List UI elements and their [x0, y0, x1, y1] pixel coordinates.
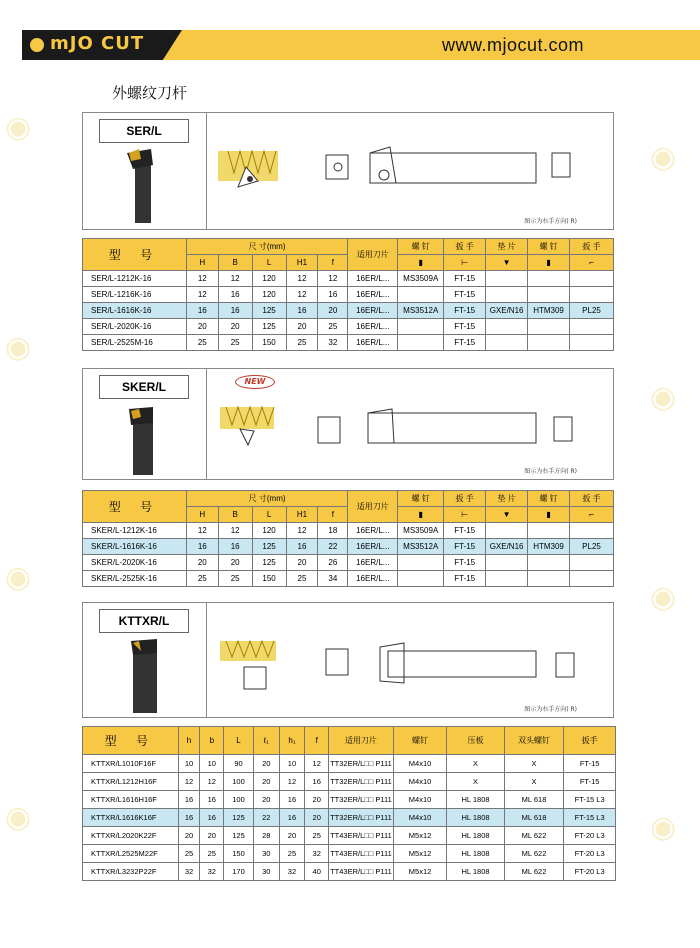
table-cell: 12: [279, 773, 305, 791]
table-cell: 16: [218, 539, 252, 555]
table-cell: 170: [224, 863, 254, 881]
table-cell: 16: [318, 287, 348, 303]
tool-photo-area: [83, 369, 207, 479]
table-cell: 20: [253, 773, 279, 791]
table-cell: FT-15: [564, 755, 616, 773]
tool-photo: [83, 369, 207, 481]
table-cell: 25: [186, 571, 218, 587]
table-cell: FT-15: [444, 319, 486, 335]
table-cell: 150: [224, 845, 254, 863]
table-cell: 12: [186, 287, 218, 303]
table-cell: FT-15: [444, 303, 486, 319]
table-cell: [570, 335, 614, 351]
section-kttxr-table: [82, 726, 616, 881]
table-cell: 12: [218, 523, 252, 539]
table-cell: FT-15 L3: [564, 791, 616, 809]
screw-icon: ▮: [398, 255, 444, 271]
size-col-header: f: [318, 255, 348, 271]
table-cell: 120: [252, 523, 286, 539]
section-name: SKER/L: [99, 375, 189, 399]
direction-note: 图示为右手方向( R): [524, 468, 577, 475]
table-cell: 32: [200, 863, 224, 881]
table-cell: FT-15: [444, 539, 486, 555]
table-row: [83, 303, 614, 319]
table-cell: [486, 319, 528, 335]
model-cell: KTTXR/L3232P22F: [83, 863, 179, 881]
table-cell: 12: [286, 287, 318, 303]
table-cell: 20: [200, 827, 224, 845]
table-cell: 10: [279, 755, 305, 773]
size-col-header: L: [224, 727, 254, 755]
table-cell: 30: [253, 863, 279, 881]
part-header: 螺钉: [393, 727, 446, 755]
table-cell: 25: [318, 319, 348, 335]
model-cell: KTTXR/L2525M22F: [83, 845, 179, 863]
page-header: [0, 0, 700, 62]
table-cell: 25: [279, 845, 305, 863]
tool-photo-area: [83, 113, 207, 229]
wrench-icon: ⌐: [570, 507, 614, 523]
table-cell: 25: [200, 845, 224, 863]
model-cell: KTTXR/L1212H16F: [83, 773, 179, 791]
table-row: [83, 809, 616, 827]
table-cell: GXE/N16: [486, 303, 528, 319]
table-cell: [486, 555, 528, 571]
size-col-header: L: [252, 255, 286, 271]
table-cell: 20: [253, 791, 279, 809]
table-row: [83, 271, 614, 287]
new-badge: NEW: [235, 375, 275, 389]
table-cell: 20: [178, 827, 200, 845]
table-cell: 16ER/L...: [348, 539, 398, 555]
watermark-icon: ◉: [650, 140, 677, 175]
model-cell: SER/L-1212K-16: [83, 271, 187, 287]
model-header: 型 号: [83, 727, 179, 755]
table-cell: 25: [305, 827, 329, 845]
table-cell: X: [504, 773, 564, 791]
table-cell: HL 1808: [447, 791, 504, 809]
section-kttxr-panel: [82, 602, 614, 718]
table-cell: 16: [178, 809, 200, 827]
table-row: [83, 335, 614, 351]
table-cell: M5x12: [393, 845, 446, 863]
table-cell: FT-20 L3: [564, 845, 616, 863]
model-cell: KTTXR/L2020K22F: [83, 827, 179, 845]
table-cell: 16: [305, 773, 329, 791]
table-header-row: [83, 239, 614, 255]
table-cell: 32: [318, 335, 348, 351]
table-row: [83, 791, 616, 809]
table-cell: 125: [252, 539, 286, 555]
part-header: 螺 钉: [398, 491, 444, 507]
size-col-header: h₁: [279, 727, 305, 755]
size-col-header: H: [186, 255, 218, 271]
logo-text: mJO CUT: [50, 33, 145, 54]
table-cell: 22: [318, 539, 348, 555]
table-cell: HTM309: [528, 303, 570, 319]
model-cell: SER/L-2525M-16: [83, 335, 187, 351]
table-cell: X: [447, 755, 504, 773]
part-header: 扳 手: [444, 491, 486, 507]
table-cell: M4x10: [393, 791, 446, 809]
size-col-header: h: [178, 727, 200, 755]
table-cell: MS3509A: [398, 523, 444, 539]
table-cell: [570, 571, 614, 587]
table-cell: [486, 523, 528, 539]
table-cell: [486, 287, 528, 303]
table-cell: 16: [200, 809, 224, 827]
table-cell: M5x12: [393, 827, 446, 845]
table-row: [83, 755, 616, 773]
part-header: 螺 钉: [398, 239, 444, 255]
table-cell: 120: [252, 271, 286, 287]
size-col-header: L: [252, 507, 286, 523]
tool-photo-area: [83, 603, 207, 717]
table-cell: M5x12: [393, 863, 446, 881]
size-col-header: ℓ₁: [253, 727, 279, 755]
table-cell: 150: [252, 335, 286, 351]
table-cell: FT-20 L3: [564, 863, 616, 881]
table-cell: 16ER/L...: [348, 523, 398, 539]
part-header: 垫 片: [486, 491, 528, 507]
part-header: 扳 手: [444, 239, 486, 255]
table-cell: 12: [200, 773, 224, 791]
table-cell: 25: [286, 571, 318, 587]
table-cell: [570, 523, 614, 539]
table-row: [83, 773, 616, 791]
table-cell: 12: [186, 523, 218, 539]
table-cell: 28: [253, 827, 279, 845]
table-cell: HTM309: [528, 539, 570, 555]
model-cell: SKER/L-2020K-16: [83, 555, 187, 571]
table-cell: 125: [224, 827, 254, 845]
insert-header: 适用刀片: [329, 727, 394, 755]
table-cell: 25: [286, 335, 318, 351]
table-cell: [570, 319, 614, 335]
part-header: 扳手: [564, 727, 616, 755]
table-cell: 12: [218, 271, 252, 287]
table-cell: TT43ER/L□□ P111: [329, 827, 394, 845]
size-header: 尺 寸(mm): [186, 491, 347, 507]
table-cell: [398, 555, 444, 571]
table-cell: 34: [318, 571, 348, 587]
table-cell: MS3509A: [398, 271, 444, 287]
table-cell: 20: [186, 555, 218, 571]
table-row: [83, 827, 616, 845]
table-cell: 16: [218, 287, 252, 303]
section-ser-table: [82, 238, 614, 351]
table-cell: 12: [286, 523, 318, 539]
model-cell: SKER/L-2525K-16: [83, 571, 187, 587]
table-cell: [398, 571, 444, 587]
table-cell: FT-15: [444, 335, 486, 351]
page-title: 外螺纹刀杆: [112, 84, 188, 102]
table-cell: 16ER/L...: [348, 287, 398, 303]
technical-drawing: [208, 603, 614, 719]
table-cell: [528, 523, 570, 539]
table-cell: 20: [286, 555, 318, 571]
table-cell: 20: [218, 555, 252, 571]
part-header: 螺 钉: [528, 491, 570, 507]
table-cell: 20: [305, 809, 329, 827]
table-cell: 16ER/L...: [348, 303, 398, 319]
table-cell: 16: [186, 303, 218, 319]
model-cell: SKER/L-1212K-16: [83, 523, 187, 539]
table-cell: X: [447, 773, 504, 791]
table-cell: FT-15: [444, 523, 486, 539]
table-cell: GXE/N16: [486, 539, 528, 555]
watermark-icon: ◉: [5, 560, 32, 595]
table-cell: PL25: [570, 303, 614, 319]
table-header-row: [83, 727, 616, 755]
section-name: SER/L: [99, 119, 189, 143]
table-cell: TT32ER/L□□ P111: [329, 755, 394, 773]
table-row: [83, 319, 614, 335]
table-cell: TT32ER/L□□ P111: [329, 791, 394, 809]
table-cell: 32: [279, 863, 305, 881]
shim-icon: ▼: [486, 255, 528, 271]
size-col-header: b: [200, 727, 224, 755]
table-cell: PL25: [570, 539, 614, 555]
screw-icon: ▮: [528, 255, 570, 271]
section-ser-panel: [82, 112, 614, 230]
table-cell: 150: [252, 571, 286, 587]
table-cell: [570, 271, 614, 287]
table-cell: 16: [178, 791, 200, 809]
table-cell: TT32ER/L□□ P111: [329, 773, 394, 791]
table-cell: 25: [178, 845, 200, 863]
size-col-header: H1: [286, 507, 318, 523]
table-cell: 22: [253, 809, 279, 827]
part-header: 垫 片: [486, 239, 528, 255]
table-cell: 16ER/L...: [348, 571, 398, 587]
table-cell: [528, 555, 570, 571]
direction-note: 图示为右手方向( R): [524, 706, 577, 713]
table-cell: [528, 319, 570, 335]
table-cell: ML 622: [504, 845, 564, 863]
model-cell: SKER/L-1616K-16: [83, 539, 187, 555]
table-cell: [486, 571, 528, 587]
table-cell: 20: [305, 791, 329, 809]
size-col-header: H: [186, 507, 218, 523]
table-cell: 90: [224, 755, 254, 773]
table-cell: [398, 335, 444, 351]
table-cell: [398, 319, 444, 335]
model-cell: SER/L-1216K-16: [83, 287, 187, 303]
table-cell: [570, 555, 614, 571]
size-col-header: f: [305, 727, 329, 755]
table-cell: [528, 571, 570, 587]
table-cell: HL 1808: [447, 827, 504, 845]
table-cell: [528, 335, 570, 351]
table-cell: MS3512A: [398, 539, 444, 555]
watermark-icon: ◉: [650, 380, 677, 415]
table-cell: 40: [305, 863, 329, 881]
table-cell: X: [504, 755, 564, 773]
size-col-header: B: [218, 255, 252, 271]
table-cell: 20: [286, 319, 318, 335]
table-cell: 16: [279, 809, 305, 827]
table-cell: 125: [252, 555, 286, 571]
table-cell: TT43ER/L□□ P111: [329, 845, 394, 863]
table-row: [83, 555, 614, 571]
table-cell: FT-20 L3: [564, 827, 616, 845]
table-cell: 32: [178, 863, 200, 881]
table-cell: 12: [178, 773, 200, 791]
watermark-icon: ◉: [5, 110, 32, 145]
table-row: [83, 845, 616, 863]
wrench-icon: ⊢: [444, 507, 486, 523]
table-row: [83, 539, 614, 555]
size-col-header: B: [218, 507, 252, 523]
table-cell: ML 618: [504, 809, 564, 827]
table-cell: FT-15: [564, 773, 616, 791]
technical-drawing: [208, 113, 614, 231]
shim-icon: ▼: [486, 507, 528, 523]
table-cell: M4x10: [393, 773, 446, 791]
table-cell: 20: [218, 319, 252, 335]
table-cell: HL 1808: [447, 845, 504, 863]
table-row: [83, 287, 614, 303]
table-cell: 16: [286, 539, 318, 555]
wrench-icon: ⌐: [570, 255, 614, 271]
table-cell: [486, 271, 528, 287]
table-cell: 25: [218, 571, 252, 587]
website-url[interactable]: www.mjocut.com: [442, 35, 585, 55]
table-cell: [570, 287, 614, 303]
table-row: [83, 863, 616, 881]
table-cell: 18: [318, 523, 348, 539]
table-cell: 25: [186, 335, 218, 351]
table-cell: HL 1808: [447, 863, 504, 881]
direction-note: 图示为右手方向( R): [524, 218, 577, 225]
model-cell: KTTXR/L1010F16F: [83, 755, 179, 773]
table-cell: 16ER/L...: [348, 335, 398, 351]
size-col-header: H1: [286, 255, 318, 271]
tool-photo: [83, 603, 207, 719]
table-cell: HL 1808: [447, 809, 504, 827]
table-cell: TT43ER/L□□ P111: [329, 863, 394, 881]
section-name: KTTXR/L: [99, 609, 189, 633]
table-cell: 12: [186, 271, 218, 287]
table-cell: 16ER/L...: [348, 319, 398, 335]
tool-photo: [83, 113, 207, 231]
logo-circle-icon: [28, 36, 46, 54]
table-cell: 125: [224, 809, 254, 827]
table-cell: ML 622: [504, 827, 564, 845]
table-cell: 10: [178, 755, 200, 773]
table-cell: 125: [252, 303, 286, 319]
table-cell: 12: [305, 755, 329, 773]
table-cell: 120: [252, 287, 286, 303]
table-cell: TT32ER/L□□ P111: [329, 809, 394, 827]
part-header: 压板: [447, 727, 504, 755]
table-cell: FT-15: [444, 287, 486, 303]
table-cell: 26: [318, 555, 348, 571]
table-cell: 16: [286, 303, 318, 319]
section-sker-panel: [82, 368, 614, 480]
model-cell: KTTXR/L1616K16F: [83, 809, 179, 827]
table-header-row: [83, 491, 614, 507]
table-cell: M4x10: [393, 809, 446, 827]
screw-icon: ▮: [528, 507, 570, 523]
table-cell: 12: [286, 271, 318, 287]
model-cell: KTTXR/L1616H16F: [83, 791, 179, 809]
insert-header: 适用刀片: [348, 239, 398, 271]
table-cell: 100: [224, 791, 254, 809]
watermark-icon: ◉: [5, 800, 32, 835]
watermark-icon: ◉: [650, 580, 677, 615]
insert-header: 适用刀片: [348, 491, 398, 523]
part-header: 扳 手: [570, 239, 614, 255]
table-cell: 32: [305, 845, 329, 863]
model-header: 型 号: [83, 491, 187, 523]
table-cell: 20: [279, 827, 305, 845]
table-cell: ML 622: [504, 863, 564, 881]
table-cell: FT-15: [444, 571, 486, 587]
table-cell: 16: [279, 791, 305, 809]
table-cell: [398, 287, 444, 303]
table-cell: FT-15: [444, 555, 486, 571]
screw-icon: ▮: [398, 507, 444, 523]
watermark-icon: ◉: [5, 330, 32, 365]
watermark-icon: ◉: [650, 810, 677, 845]
table-cell: [528, 271, 570, 287]
table-cell: 30: [253, 845, 279, 863]
table-cell: ML 618: [504, 791, 564, 809]
table-cell: FT-15 L3: [564, 809, 616, 827]
section-sker-table: [82, 490, 614, 587]
part-header: 螺 钉: [528, 239, 570, 255]
table-cell: 10: [200, 755, 224, 773]
part-header: 双头螺钉: [504, 727, 564, 755]
table-row: [83, 523, 614, 539]
table-cell: FT-15: [444, 271, 486, 287]
table-cell: 16: [186, 539, 218, 555]
model-header: 型 号: [83, 239, 187, 271]
wrench-icon: ⊢: [444, 255, 486, 271]
table-cell: 25: [218, 335, 252, 351]
model-cell: SER/L-1616K-16: [83, 303, 187, 319]
table-cell: [486, 335, 528, 351]
table-cell: 20: [186, 319, 218, 335]
table-cell: 12: [318, 271, 348, 287]
model-cell: SER/L-2020K-16: [83, 319, 187, 335]
table-cell: 16ER/L...: [348, 271, 398, 287]
table-cell: 16ER/L...: [348, 555, 398, 571]
table-cell: [528, 287, 570, 303]
part-header: 扳 手: [570, 491, 614, 507]
table-cell: 16: [200, 791, 224, 809]
table-cell: 100: [224, 773, 254, 791]
table-cell: 20: [253, 755, 279, 773]
table-cell: M4x10: [393, 755, 446, 773]
table-cell: MS3512A: [398, 303, 444, 319]
table-cell: 125: [252, 319, 286, 335]
table-cell: 16: [218, 303, 252, 319]
table-cell: 20: [318, 303, 348, 319]
table-row: [83, 571, 614, 587]
size-col-header: f: [318, 507, 348, 523]
size-header: 尺 寸(mm): [186, 239, 348, 255]
